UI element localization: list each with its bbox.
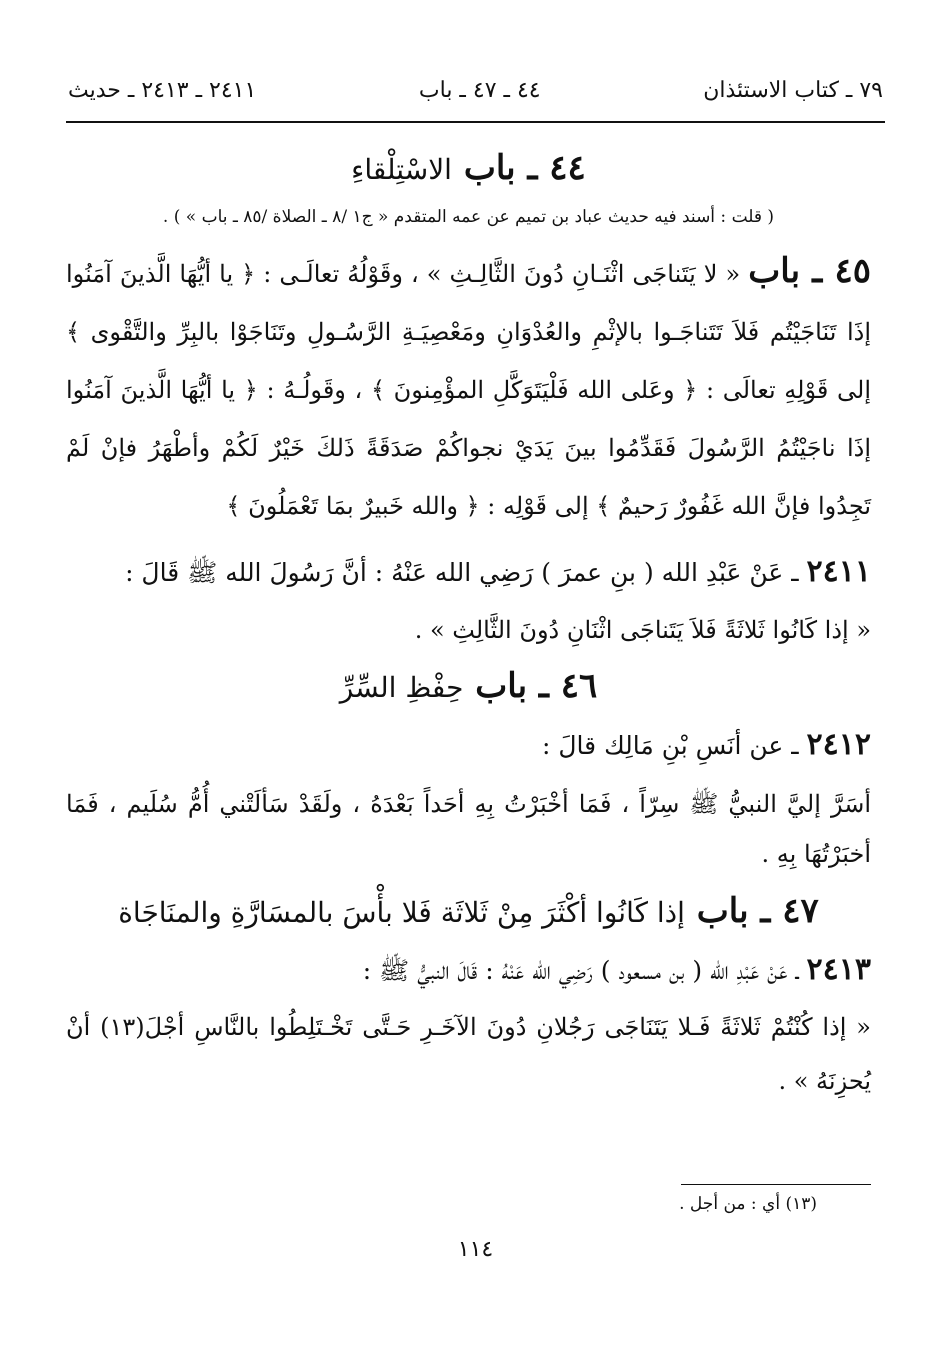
footnote-divider — [681, 1184, 871, 1185]
running-header — [68, 70, 883, 110]
hadith-2411-line1 — [66, 543, 871, 602]
page-number: ١١٤ — [457, 1237, 494, 1262]
page-body — [66, 140, 871, 1108]
hadith-2411 — [66, 543, 871, 658]
bab-44-subtitle: الاسْتِلْقاءِ — [351, 153, 452, 186]
hadith-2412-isnad: ـ عن أنَسِ بْنِ مَالِك قالَ : — [542, 731, 799, 760]
bab-46-subtitle: حِفْظِ السِّرِّ — [339, 671, 464, 704]
hadith-2413-isnad: ـ عَنْ عَبْدِ الله ( بن مسعود ) رَضِي الله عَنْهُ : قَالَ النبيُّ ﷺ : — [362, 956, 799, 985]
hadith-2411-matn: « إذا كَانُوا ثَلاثَةً فَلاَ يَتَناجَى اثْنَانِ دُونَ الثَّالِثِ » . — [414, 616, 871, 644]
header-hadith-range: ٢٤١١ ـ ٢٤١٣ ـ حديث — [68, 77, 257, 103]
bab-44-title: ٤٤ ـ باب — [463, 148, 586, 188]
hadith-2411-isnad: ـ عَنْ عَبْدِ الله ( بنِ عمرَ ) رَضِي الله عَنْهُ : أنَّ رَسُولَ الله ﷺ قَالَ : — [125, 558, 799, 587]
hadith-2413-line1 — [66, 941, 871, 1000]
bab-46-heading — [66, 658, 871, 716]
hadith-2412-line1 — [66, 716, 871, 775]
footnote-13: (١٣) أي : من أجل . — [679, 1194, 817, 1214]
bab-44-heading — [66, 140, 871, 198]
bab-45-paragraph — [66, 242, 871, 535]
hadith-2412-matn: أسَرَّ إليَّ النبيُّ ﷺ سِرّاً ، فَمَا أخْبَرْتُ بِهِ أحَداً بَعْدَهُ ، ولَقَدْ سَألَتْني أُمُّ سُلَيم ، فَمَا أخبَرْتُهَا بِهِ . — [66, 790, 871, 868]
bab-45-text: « لا يَتَناجَى اثْنَـانِ دُونَ الثَّالِـثِ » ، وقَوْلُهُ تعالَـى : ﴿ يا أيُّهَا الَّذينَ آمَنُوا إذَا تَنَاجَيْتُم فَلاَ تَتَناجَـوا بالإثْمِ والعُدْوَانِ ومَعْصِيَـةِ الرَّسُـولِ وتَنَاجَوْا بالبِرِّ والتَّقْوى ﴾ إلى قَوْلِهِ تعالَى : ﴿ وعَلى الله فَلْيَتَوَكَّلِ المؤْمِنونَ ﴾ ، وقَولُـهُ : ﴿ يا أيُّهَا الَّذينَ آمَنُوا إذَا ناجَيْتُمُ الرَّسُولَ فَقَدِّمُوا بينَ يَدَيْ نجواكُمْ صَدَقَةً ذَلكَ خَيْرٌ لَكُمْ وأطْهَرُ فإنْ لَمْ تَجِدُوا فإنَّ الله غَفُورٌ رَحيمٌ ﴾ إلى قَوْلِه : ﴿ والله خَبيرٌ بمَا تَعْمَلُونَ ﴾ — [66, 260, 871, 520]
bab-47-subtitle: إذا كَانُوا أكْثَرَ مِنْ ثَلاثَة فَلا بأْسَ بالمسَارَّةِ والمنَاجَاة — [118, 896, 685, 929]
bab-46-title: ٤٦ ـ باب — [475, 666, 598, 706]
hadith-2413-matn: « إذا كُنْتُمْ ثَلاثَةً فَـلا يَتَنَاجَى رَجُلانِ دُونَ الآخَـرِ حَـتَّى تَخْـتَلِطُوا بالنَّاسِ أجْلَ(١٣) أنْ يُحزِنَهُ » . — [66, 1013, 871, 1095]
hadith-2413 — [66, 941, 871, 1108]
bab-47-heading — [66, 883, 871, 941]
hadith-2413-number: ٢٤١٣ — [806, 952, 871, 987]
hadith-2411-number: ٢٤١١ — [806, 554, 871, 589]
bab-45-title: ٤٥ ـ باب — [748, 251, 871, 291]
bab-44-note: ( قلت : أسند فيه حديث عباد بن تميم عن عمه المتقدم « ج١ /٨ ـ الصلاة /٨٥ ـ باب » ) . — [162, 207, 775, 227]
bab-47-title: ٤٧ ـ باب — [696, 891, 819, 931]
header-bab-range: ٤٤ ـ ٤٧ ـ باب — [418, 77, 541, 103]
header-chapter: ٧٩ ـ كتاب الاستئذان — [703, 77, 883, 103]
hadith-2412-number: ٢٤١٢ — [806, 727, 871, 762]
header-divider — [66, 121, 885, 123]
hadith-2412 — [66, 716, 871, 879]
